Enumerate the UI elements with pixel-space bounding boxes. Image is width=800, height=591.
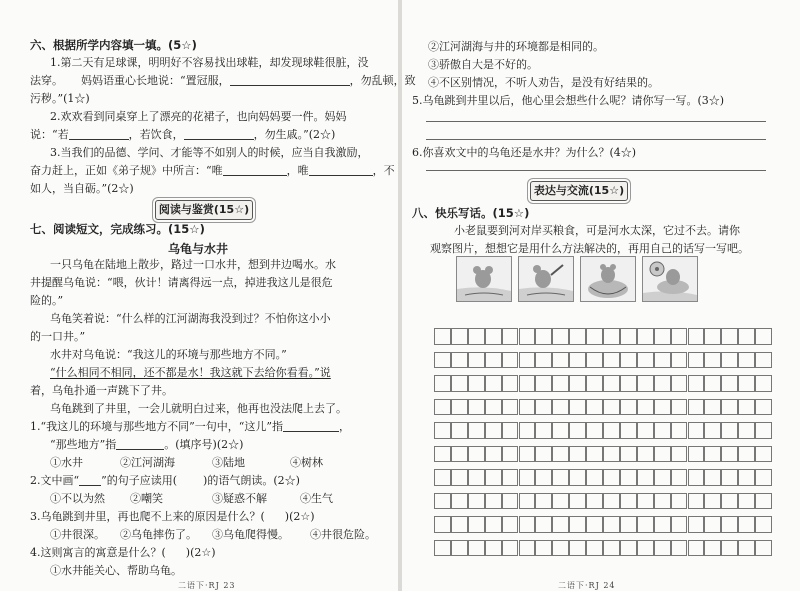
grid-cell[interactable] — [671, 422, 688, 439]
story-line-3: 险的。” — [30, 294, 64, 307]
grid-cell[interactable] — [671, 352, 688, 369]
grid-cell[interactable] — [451, 493, 468, 510]
story-title: 乌龟与水井 — [168, 242, 229, 256]
grid-cell[interactable] — [721, 446, 738, 463]
grid-cell[interactable] — [569, 352, 586, 369]
grid-cell[interactable] — [654, 399, 671, 416]
grid-cell[interactable] — [704, 422, 721, 439]
grid-cell[interactable] — [451, 352, 468, 369]
q6-2-text-a: 说：“若 — [30, 128, 69, 141]
grid-cell[interactable] — [502, 422, 519, 439]
q2-option-2[interactable]: ②嘲笑 — [130, 492, 163, 505]
grid-cell[interactable] — [451, 422, 468, 439]
q4-option-2[interactable]: ②江河湖海与井的环境都是相同的。 — [428, 40, 604, 53]
grid-cell[interactable] — [434, 375, 451, 392]
grid-cell[interactable] — [519, 446, 536, 463]
grid-cell[interactable] — [620, 469, 637, 486]
q3-text: 3.乌龟跳到井里，再也爬不上来的原因是什么？( — [30, 510, 265, 523]
grid-cell[interactable] — [755, 375, 772, 392]
grid-cell[interactable] — [620, 399, 637, 416]
q3-option-1[interactable]: ①井很深。 — [50, 528, 105, 541]
grid-cell[interactable] — [704, 375, 721, 392]
grid-cell[interactable] — [620, 375, 637, 392]
grid-cell[interactable] — [738, 516, 755, 533]
q4-option-3[interactable]: ③骄傲自大是不好的。 — [428, 58, 538, 71]
grid-cell[interactable] — [502, 446, 519, 463]
grid-cell[interactable] — [434, 493, 451, 510]
grid-cell[interactable] — [671, 493, 688, 510]
grid-cell[interactable] — [552, 352, 569, 369]
q2-option-3[interactable]: ③疑惑不解 — [212, 492, 267, 505]
section-7-title: 七、阅读短文，完成练习。(15☆) — [30, 222, 205, 236]
grid-cell[interactable] — [755, 493, 772, 510]
grid-cell[interactable] — [569, 493, 586, 510]
grid-cell[interactable] — [535, 422, 552, 439]
grid-cell[interactable] — [654, 352, 671, 369]
q5-answer-line-2[interactable] — [426, 139, 766, 140]
grid-cell[interactable] — [738, 446, 755, 463]
grid-cell[interactable] — [586, 516, 603, 533]
grid-cell[interactable] — [637, 540, 654, 557]
grid-cell[interactable] — [586, 446, 603, 463]
grid-cell[interactable] — [755, 516, 772, 533]
q6-2-text-b: ，若饮食， — [128, 128, 184, 141]
grid-cell[interactable] — [468, 446, 485, 463]
grid-cell[interactable] — [552, 516, 569, 533]
grid-cell[interactable] — [721, 422, 738, 439]
section-8-title: 八、快乐写话。(15☆) — [412, 206, 530, 220]
grid-cell[interactable] — [755, 399, 772, 416]
q6-1-quote-end: ，勿乱顿，致 — [349, 74, 416, 87]
grid-cell[interactable] — [451, 328, 468, 345]
grid-cell[interactable] — [519, 469, 536, 486]
grid-cell[interactable] — [755, 328, 772, 345]
story-line-5: 的一口井。” — [30, 330, 86, 343]
grid-cell[interactable] — [688, 516, 705, 533]
q2-text-3: )的语气朗读。(2☆) — [203, 474, 300, 487]
grid-cell[interactable] — [485, 469, 502, 486]
grid-cell[interactable] — [738, 375, 755, 392]
grid-cell[interactable] — [586, 375, 603, 392]
q6-3-line2 — [30, 164, 395, 178]
grid-cell[interactable] — [620, 540, 637, 557]
q1-blank-1[interactable] — [283, 420, 339, 432]
grid-cell[interactable] — [671, 375, 688, 392]
grid-cell[interactable] — [535, 493, 552, 510]
grid-cell[interactable] — [451, 469, 468, 486]
grid-cell[interactable] — [688, 399, 705, 416]
grid-cell[interactable] — [485, 352, 502, 369]
grid-cell[interactable] — [688, 422, 705, 439]
q3-text-2: )(2☆) — [284, 510, 315, 523]
grid-cell[interactable] — [688, 328, 705, 345]
q2-option-1[interactable]: ①不以为然 — [50, 492, 105, 505]
q6-2-blank-2[interactable] — [184, 128, 254, 140]
grid-cell[interactable] — [535, 469, 552, 486]
grid-cell[interactable] — [569, 540, 586, 557]
grid-cell[interactable] — [721, 352, 738, 369]
grid-cell[interactable] — [485, 399, 502, 416]
grid-cell[interactable] — [738, 399, 755, 416]
grid-cell[interactable] — [603, 446, 620, 463]
q6-2-line1: 2.欢欢看到同桌穿上了漂亮的花裙子，也向妈妈要一件。妈妈 — [50, 110, 347, 123]
grid-cell[interactable] — [485, 540, 502, 557]
grid-cell[interactable] — [704, 540, 721, 557]
q6-2-line2 — [30, 128, 335, 142]
q4-line1 — [30, 546, 216, 560]
grid-cell[interactable] — [603, 422, 620, 439]
grid-cell[interactable] — [586, 328, 603, 345]
grid-cell[interactable] — [569, 469, 586, 486]
grid-cell[interactable] — [603, 540, 620, 557]
grid-cell[interactable] — [485, 446, 502, 463]
grid-cell[interactable] — [654, 493, 671, 510]
grid-cell[interactable] — [569, 328, 586, 345]
q2-text-2: ”的句子应读用( — [101, 474, 178, 487]
grid-cell[interactable] — [468, 516, 485, 533]
grid-cell[interactable] — [535, 328, 552, 345]
grid-cell[interactable] — [688, 375, 705, 392]
grid-cell[interactable] — [434, 469, 451, 486]
grid-cell[interactable] — [586, 469, 603, 486]
grid-cell[interactable] — [552, 422, 569, 439]
q3-option-2[interactable]: ②乌龟摔伤了。 — [120, 528, 197, 541]
q1-option-4[interactable]: ④树林 — [290, 456, 323, 469]
grid-cell[interactable] — [738, 540, 755, 557]
grid-cell[interactable] — [468, 422, 485, 439]
grid-cell[interactable] — [704, 328, 721, 345]
reading-appreciation-box: 阅读与鉴赏(15☆) — [155, 200, 253, 220]
q6-prompt: 6.你喜欢文中的乌龟还是水井？为什么？(4☆) — [412, 146, 637, 159]
right-page-footer: 二语下·RJ 24 — [558, 581, 616, 590]
q3-option-4[interactable]: ④井很危险。 — [310, 528, 376, 541]
grid-cell[interactable] — [519, 352, 536, 369]
section-8-line2: 观察图片，想想它是用什么方法解决的，再用自己的话写一写吧。 — [430, 242, 749, 255]
q4-text-2: )(2☆) — [185, 546, 216, 559]
q1-option-3[interactable]: ③陆地 — [212, 456, 245, 469]
grid-cell[interactable] — [755, 469, 772, 486]
q3-line1 — [30, 510, 315, 524]
expression-communication-box: 表达与交流(15☆) — [530, 181, 628, 201]
grid-cell[interactable] — [569, 399, 586, 416]
grid-cell[interactable] — [620, 493, 637, 510]
grid-cell[interactable] — [603, 328, 620, 345]
q6-1-text: 法穿。 — [30, 74, 63, 87]
q5-prompt: 5.乌龟跳到井里以后，他心里会想些什么呢？请你写一写。(3☆) — [412, 94, 725, 107]
grid-cell[interactable] — [671, 516, 688, 533]
grid-cell[interactable] — [755, 446, 772, 463]
grid-cell[interactable] — [704, 469, 721, 486]
mouse-picture-1 — [456, 256, 512, 302]
grid-cell[interactable] — [434, 352, 451, 369]
grid-cell[interactable] — [569, 422, 586, 439]
grid-cell[interactable] — [738, 352, 755, 369]
grid-cell[interactable] — [519, 422, 536, 439]
mouse-picture-2 — [518, 256, 574, 302]
q1-option-1[interactable]: ①水井 — [50, 456, 83, 469]
mouse-picture-3 — [580, 256, 636, 302]
grid-cell[interactable] — [502, 540, 519, 557]
grid-cell[interactable] — [755, 422, 772, 439]
grid-cell[interactable] — [502, 516, 519, 533]
grid-cell[interactable] — [502, 352, 519, 369]
grid-cell[interactable] — [468, 328, 485, 345]
story-line-8: 着，乌龟扑通一声跳下了井。 — [30, 384, 173, 397]
grid-cell[interactable] — [519, 516, 536, 533]
grid-cell[interactable] — [637, 493, 654, 510]
q6-1-line1: 1.第二天有足球课，明明好不容易找出球鞋，却发现球鞋很脏，没 — [50, 56, 369, 69]
grid-cell[interactable] — [688, 352, 705, 369]
grid-cell[interactable] — [755, 540, 772, 557]
grid-cell[interactable] — [620, 516, 637, 533]
grid-cell[interactable] — [535, 446, 552, 463]
grid-cell[interactable] — [569, 375, 586, 392]
grid-cell[interactable] — [637, 446, 654, 463]
grid-cell[interactable] — [502, 493, 519, 510]
grid-cell[interactable] — [434, 328, 451, 345]
grid-cell[interactable] — [704, 516, 721, 533]
q1-text-3: 。(填序号)(2☆) — [164, 438, 244, 451]
story-line-6: 水井对乌龟说：“我这儿的环境与那些地方不同。” — [50, 348, 287, 361]
grid-cell[interactable] — [603, 375, 620, 392]
grid-cell[interactable] — [552, 469, 569, 486]
grid-cell[interactable] — [654, 375, 671, 392]
story-line-2: 井提醒乌龟说：“喂，伙计！请离得远一点，掉进我这儿是很危 — [30, 276, 333, 289]
grid-cell[interactable] — [738, 422, 755, 439]
grid-cell[interactable] — [637, 399, 654, 416]
q2-text: 2.文中画“ — [30, 474, 80, 487]
grid-cell[interactable] — [738, 493, 755, 510]
grid-cell[interactable] — [738, 469, 755, 486]
grid-cell[interactable] — [535, 352, 552, 369]
grid-cell[interactable] — [552, 446, 569, 463]
q6-1-quote: 妈妈语重心长地说：“置冠服， — [81, 74, 230, 87]
grid-cell[interactable] — [535, 540, 552, 557]
grid-cell[interactable] — [721, 493, 738, 510]
grid-cell[interactable] — [603, 516, 620, 533]
grid-cell[interactable] — [637, 375, 654, 392]
q1-option-2[interactable]: ②江河湖海 — [120, 456, 175, 469]
q6-answer-line[interactable] — [426, 170, 766, 171]
grid-cell[interactable] — [519, 399, 536, 416]
grid-cell[interactable] — [671, 446, 688, 463]
grid-cell[interactable] — [502, 399, 519, 416]
grid-cell[interactable] — [654, 469, 671, 486]
grid-cell[interactable] — [468, 540, 485, 557]
story-line-9: 乌龟跳到了井里，一会儿就明白过来，他再也没法爬上去了。 — [50, 402, 347, 415]
grid-cell[interactable] — [721, 516, 738, 533]
q1-line1 — [30, 420, 350, 434]
grid-cell[interactable] — [434, 399, 451, 416]
grid-cell[interactable] — [519, 375, 536, 392]
grid-cell[interactable] — [721, 328, 738, 345]
grid-cell[interactable] — [569, 446, 586, 463]
q4-text: 4.这则寓言的寓意是什么？( — [30, 546, 166, 559]
grid-cell[interactable] — [721, 375, 738, 392]
grid-cell[interactable] — [586, 399, 603, 416]
grid-cell[interactable] — [704, 352, 721, 369]
grid-cell[interactable] — [654, 422, 671, 439]
q6-2-blank-1[interactable] — [69, 128, 129, 140]
grid-cell[interactable] — [552, 375, 569, 392]
grid-cell[interactable] — [502, 375, 519, 392]
grid-cell[interactable] — [704, 399, 721, 416]
grid-cell[interactable] — [620, 352, 637, 369]
grid-cell[interactable] — [586, 493, 603, 510]
grid-cell[interactable] — [535, 516, 552, 533]
grid-cell[interactable] — [637, 516, 654, 533]
q6-3-blank-2[interactable] — [309, 164, 373, 176]
grid-cell[interactable] — [434, 516, 451, 533]
grid-cell[interactable] — [704, 446, 721, 463]
grid-cell[interactable] — [502, 328, 519, 345]
grid-cell[interactable] — [468, 399, 485, 416]
grid-cell[interactable] — [637, 469, 654, 486]
q3-option-3[interactable]: ③乌龟爬得慢。 — [212, 528, 289, 541]
grid-cell[interactable] — [704, 493, 721, 510]
grid-cell[interactable] — [552, 328, 569, 345]
q2-line1 — [30, 474, 300, 488]
grid-cell[interactable] — [620, 446, 637, 463]
q6-3-line1: 3.当我们的品德、学问、才能等不如别人的时候，应当自我激励， — [50, 146, 369, 159]
q6-3-text-b: ，唯 — [286, 164, 309, 177]
grid-cell[interactable] — [603, 469, 620, 486]
grid-cell[interactable] — [738, 328, 755, 345]
grid-cell[interactable] — [552, 399, 569, 416]
grid-cell[interactable] — [671, 328, 688, 345]
q6-2-text-c: ，勿生戚。”(2☆) — [253, 128, 336, 141]
q6-1-blank[interactable] — [230, 74, 350, 86]
q4-option-4[interactable]: ④不区别情况，不听人劝告，是没有好结果的。 — [428, 76, 659, 89]
section-6-title: 六、根据所学内容填一填。(5☆) — [30, 38, 197, 52]
grid-cell[interactable] — [451, 540, 468, 557]
grid-cell[interactable] — [721, 469, 738, 486]
grid-cell[interactable] — [434, 540, 451, 557]
grid-cell[interactable] — [468, 493, 485, 510]
grid-cell[interactable] — [451, 399, 468, 416]
story-line-4: 乌龟笑着说：“什么样的江河湖海我没到过？不怕你这小小 — [50, 312, 331, 325]
grid-cell[interactable] — [519, 493, 536, 510]
q2-underline-mark — [79, 474, 101, 486]
q6-1-line3: 污秽。”(1☆) — [30, 92, 90, 105]
grid-cell[interactable] — [620, 328, 637, 345]
section-8-line1: 小老鼠要到河对岸买粮食，可是河水太深，它过不去。请你 — [454, 224, 740, 237]
grid-cell[interactable] — [451, 446, 468, 463]
q4-option-1[interactable]: ①水井能关心、帮助乌龟。 — [50, 564, 182, 577]
q5-answer-line-1[interactable] — [426, 121, 766, 122]
grid-cell[interactable] — [688, 469, 705, 486]
grid-cell[interactable] — [620, 422, 637, 439]
grid-cell[interactable] — [654, 446, 671, 463]
grid-cell[interactable] — [451, 375, 468, 392]
q6-3-text-a: 奋力赶上，正如《弟子规》中所言：“唯 — [30, 164, 223, 177]
grid-cell[interactable] — [535, 399, 552, 416]
grid-cell[interactable] — [671, 399, 688, 416]
q1-line2 — [50, 438, 243, 452]
grid-cell[interactable] — [502, 469, 519, 486]
grid-cell[interactable] — [485, 422, 502, 439]
grid-cell[interactable] — [671, 540, 688, 557]
grid-cell[interactable] — [535, 375, 552, 392]
grid-cell[interactable] — [586, 540, 603, 557]
q1-text-2: “那些地方”指 — [50, 438, 117, 451]
grid-cell[interactable] — [485, 328, 502, 345]
grid-cell[interactable] — [637, 422, 654, 439]
grid-cell[interactable] — [519, 540, 536, 557]
story-line-7-underlined: “什么相同不相同，还不都是水！我这就下去给你看看。”说 — [50, 366, 331, 379]
story-line-1: 一只乌龟在陆地上散步，路过一口水井，想到井边喝水。水 — [50, 258, 336, 271]
grid-cell[interactable] — [485, 516, 502, 533]
grid-cell[interactable] — [688, 493, 705, 510]
grid-cell[interactable] — [552, 493, 569, 510]
grid-cell[interactable] — [755, 352, 772, 369]
grid-cell[interactable] — [434, 422, 451, 439]
q1-blank-2[interactable] — [116, 438, 164, 450]
grid-cell[interactable] — [552, 540, 569, 557]
q6-3-line3: 如人，当自砺。”(2☆) — [30, 182, 134, 195]
grid-cell[interactable] — [586, 352, 603, 369]
left-page-footer: 二语下·RJ 23 — [178, 581, 236, 590]
q6-1-line2 — [30, 74, 416, 88]
grid-cell[interactable] — [519, 328, 536, 345]
q1-comma: ， — [339, 420, 350, 433]
mouse-picture-4 — [642, 256, 698, 302]
grid-cell[interactable] — [721, 540, 738, 557]
grid-cell[interactable] — [671, 469, 688, 486]
q1-text: 1.“我这儿的环境与那些地方不同”一句中，“这儿”指 — [30, 420, 283, 433]
grid-cell[interactable] — [485, 493, 502, 510]
grid-cell[interactable] — [468, 469, 485, 486]
grid-cell[interactable] — [721, 399, 738, 416]
grid-cell[interactable] — [603, 399, 620, 416]
grid-cell[interactable] — [468, 375, 485, 392]
grid-cell[interactable] — [485, 375, 502, 392]
grid-cell[interactable] — [569, 516, 586, 533]
grid-cell[interactable] — [637, 328, 654, 345]
grid-cell[interactable] — [688, 446, 705, 463]
grid-cell[interactable] — [688, 540, 705, 557]
q2-option-4[interactable]: ④生气 — [300, 492, 333, 505]
q6-3-blank-1[interactable] — [223, 164, 287, 176]
grid-cell[interactable] — [603, 493, 620, 510]
grid-cell[interactable] — [603, 352, 620, 369]
grid-cell[interactable] — [654, 328, 671, 345]
grid-cell[interactable] — [637, 352, 654, 369]
q6-3-text-c: ，不 — [372, 164, 395, 177]
grid-cell[interactable] — [654, 516, 671, 533]
grid-cell[interactable] — [451, 516, 468, 533]
grid-cell[interactable] — [468, 352, 485, 369]
grid-cell[interactable] — [654, 540, 671, 557]
grid-cell[interactable] — [586, 422, 603, 439]
grid-cell[interactable] — [434, 446, 451, 463]
